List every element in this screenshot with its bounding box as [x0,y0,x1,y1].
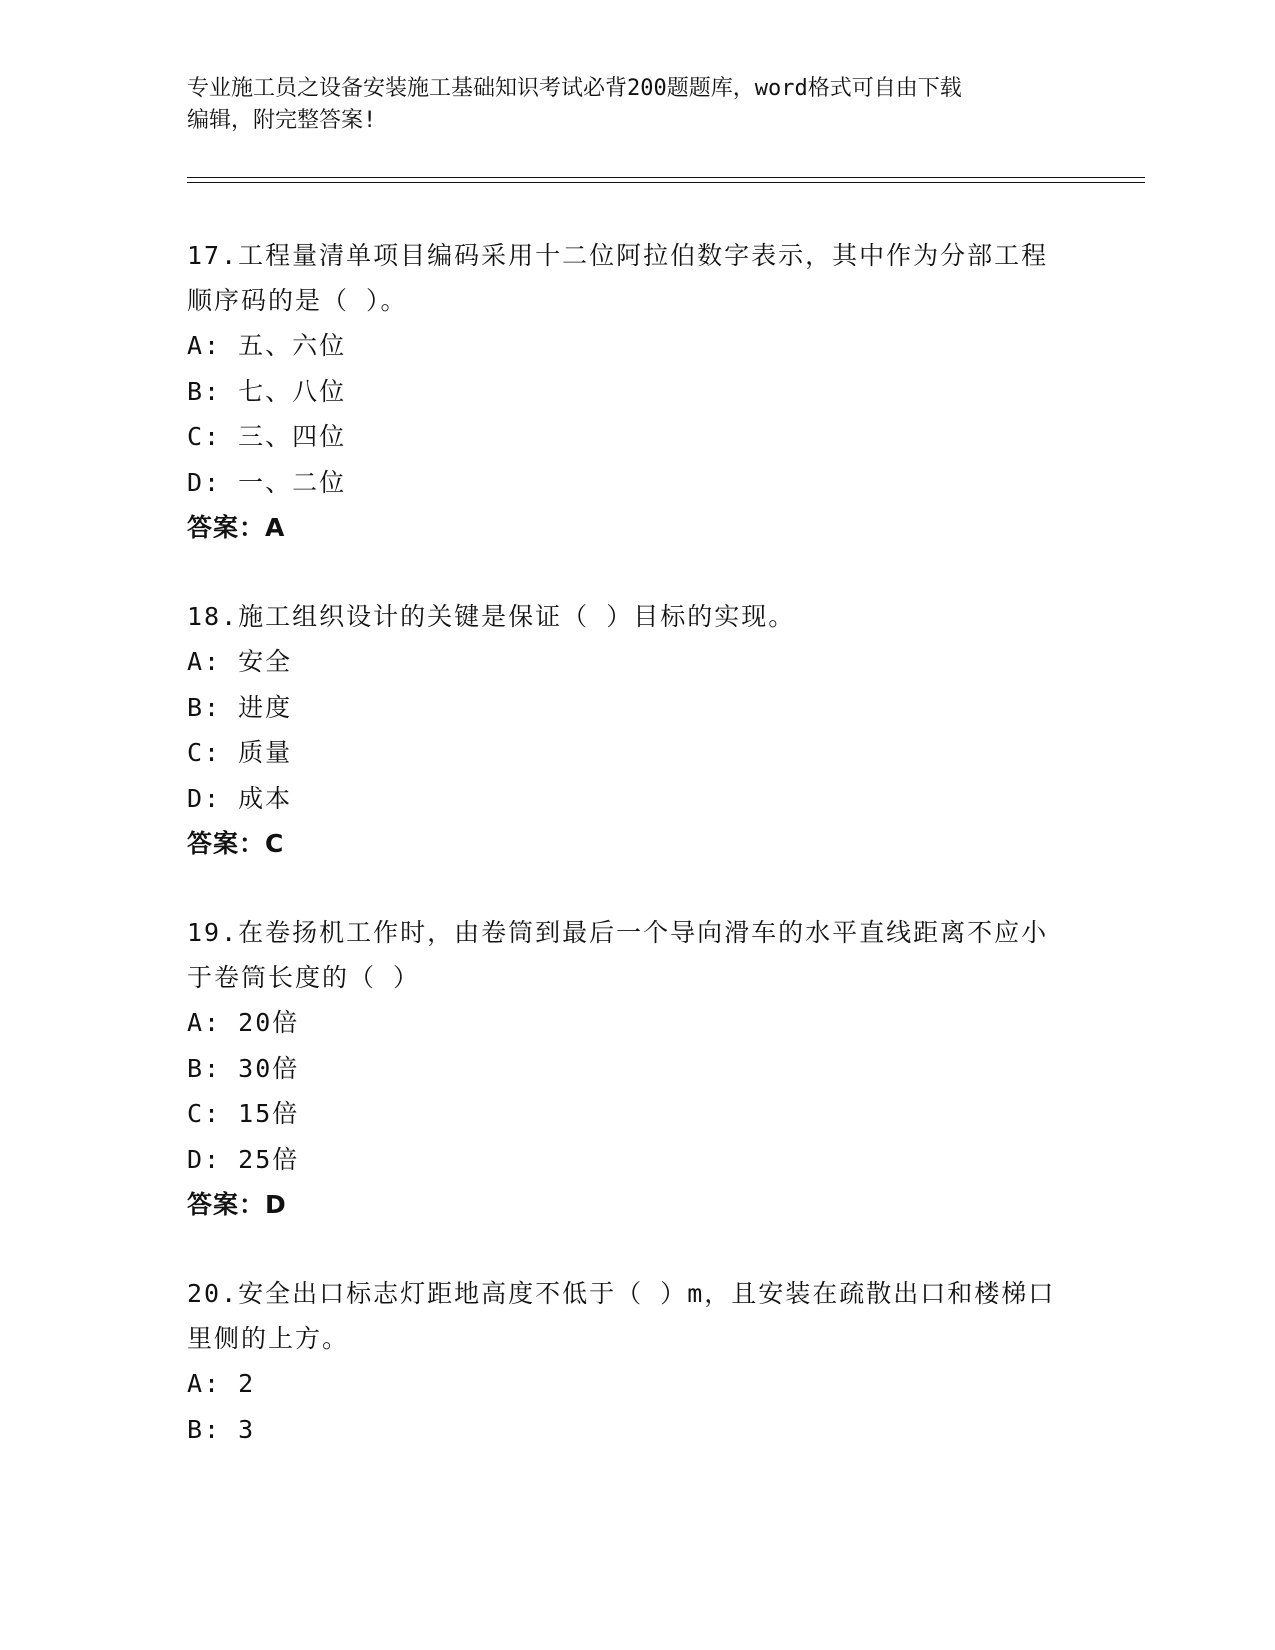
question-17 [187,233,1067,550]
question-text: 18.施工组织设计的关键是保证（ ）目标的实现。 [187,602,796,631]
question-20 [187,1271,1067,1452]
question-19 [187,910,1067,1227]
option-b: B: 3 [187,1414,256,1444]
answer: 答案：D [187,1190,287,1219]
answer: 答案：C [187,829,285,858]
option-d: D: 25倍 [187,1144,300,1174]
option-c: C: 15倍 [187,1099,300,1128]
question-list [187,233,1067,1496]
answer: 答案：A [187,513,286,542]
question-18 [187,594,1067,866]
document-header: 专业施工员之设备安装施工基础知识考试必背200题题库，word格式可自由下载 编辑，附完整答案! [187,76,962,133]
option-d: D: 成本 [187,783,293,813]
option-b: B: 七、八位 [187,376,347,406]
option-b: B: 进度 [187,692,293,722]
question-text: 17.工程量清单项目编码采用十二位阿拉伯数字表示，其中作为分部工程顺序码的是（ ）。 [187,241,1049,315]
question-text: 19.在卷扬机工作时，由卷筒到最后一个导向滑车的水平直线距离不应小于卷筒长度的（ ） [187,918,1049,992]
question-text: 20.安全出口标志灯距地高度不低于（ ）m，且安装在疏散出口和楼梯口里侧的上方。 [187,1279,1056,1353]
option-a: A: 安全 [187,647,293,676]
option-b: B: 30倍 [187,1053,300,1083]
option-d: D: 一、二位 [187,467,347,497]
header-rule-bottom [187,182,1145,183]
option-a: A: 20倍 [187,1008,300,1037]
option-a: A: 五、六位 [187,331,347,360]
header-rule-top [187,177,1145,178]
option-c: C: 质量 [187,738,293,767]
option-c: C: 三、四位 [187,422,347,451]
option-a: A: 2 [187,1369,256,1398]
